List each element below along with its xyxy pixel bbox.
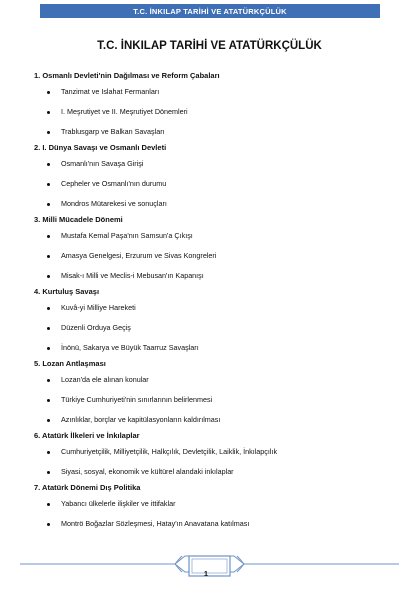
list-item: Azınlıklar, borçlar ve kapitülasyonların kaldırılması bbox=[34, 410, 394, 430]
list-item: Misak-ı Milli ve Meclis-i Mebusan'ın Kapanışı bbox=[34, 266, 394, 286]
section-title: 7. Atatürk Dönemi Dış Politika bbox=[34, 483, 141, 492]
section-1 bbox=[34, 70, 394, 142]
section-title: 1. Osmanlı Devleti'nin Dağılması ve Reform Çabaları bbox=[34, 71, 220, 80]
list-item: Yabancı ülkelerle ilişkiler ve ittifaklar bbox=[34, 494, 394, 514]
section-3 bbox=[34, 214, 394, 286]
page-title: T.C. İNKILAP TARİHİ VE ATATÜRKÇÜLÜK bbox=[97, 40, 322, 52]
section-items bbox=[34, 494, 394, 534]
section-6 bbox=[34, 430, 394, 482]
list-item: İnönü, Sakarya ve Büyük Taarruz Savaşları bbox=[34, 338, 394, 358]
list-item: Montrö Boğazlar Sözleşmesi, Hatay'ın Anavatana katılması bbox=[34, 514, 394, 534]
section-5 bbox=[34, 358, 394, 430]
section-items bbox=[34, 442, 394, 482]
section-title: 3. Milli Mücadele Dönemi bbox=[34, 215, 123, 224]
list-item: Trablusgarp ve Balkan Savaşları bbox=[34, 122, 394, 142]
section-2 bbox=[34, 142, 394, 214]
section-items bbox=[34, 82, 394, 142]
page-number: 1 bbox=[203, 568, 209, 578]
list-item: Lozan'da ele alınan konular bbox=[34, 370, 394, 390]
list-item: I. Meşrutiyet ve II. Meşrutiyet Dönemleri bbox=[34, 102, 394, 122]
list-item: Düzenli Orduya Geçiş bbox=[34, 318, 394, 338]
list-item: Kuvâ-yi Milliye Hareketi bbox=[34, 298, 394, 318]
list-item: Tanzimat ve Islahat Fermanları bbox=[34, 82, 394, 102]
list-item: Osmanlı'nın Savaşa Girişi bbox=[34, 154, 394, 174]
list-item: Türkiye Cumhuriyeti'nin sınırlarının belirlenmesi bbox=[34, 390, 394, 410]
section-title: 5. Lozan Antlaşması bbox=[34, 359, 106, 368]
header-band-title: T.C. İNKILAP TARİHİ VE ATATÜRKÇÜLÜK bbox=[133, 6, 287, 16]
section-items bbox=[34, 370, 394, 430]
section-items bbox=[34, 154, 394, 214]
list-item: Cumhuriyetçilik, Milliyetçilik, Halkçılık, Devletçilik, Laiklik, İnkılapçılık bbox=[34, 442, 394, 462]
list-item: Mondros Mütarekesi ve sonuçları bbox=[34, 194, 394, 214]
list-item: Cepheler ve Osmanlı'nın durumu bbox=[34, 174, 394, 194]
section-title: 6. Atatürk İlkeleri ve İnkılaplar bbox=[34, 431, 140, 440]
section-title: 2. I. Dünya Savaşı ve Osmanlı Devleti bbox=[34, 143, 167, 152]
section-title: 4. Kurtuluş Savaşı bbox=[34, 287, 100, 296]
section-7 bbox=[34, 482, 394, 534]
list-item: Amasya Genelgesi, Erzurum ve Sivas Kongreleri bbox=[34, 246, 394, 266]
list-item: Mustafa Kemal Paşa'nın Samsun'a Çıkışı bbox=[34, 226, 394, 246]
document-content bbox=[34, 70, 394, 534]
section-4 bbox=[34, 286, 394, 358]
list-item: Siyasi, sosyal, ekonomik ve kültürel alandaki inkılaplar bbox=[34, 462, 394, 482]
section-items bbox=[34, 298, 394, 358]
section-items bbox=[34, 226, 394, 286]
header-band bbox=[40, 4, 380, 18]
